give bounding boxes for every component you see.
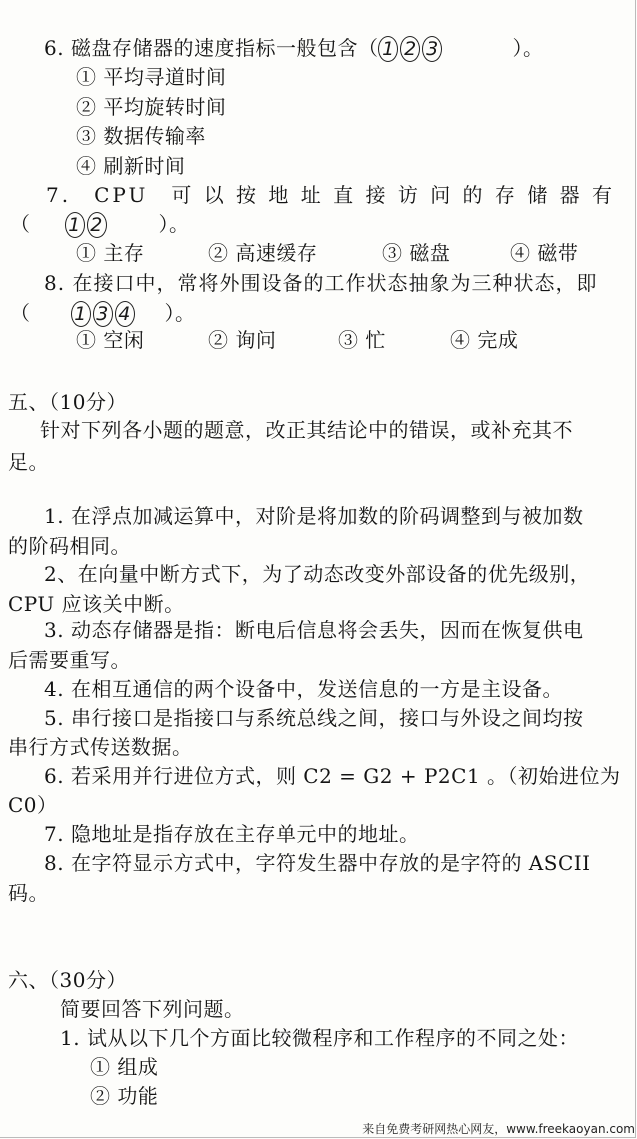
q8-option-4: ④ 完成	[450, 328, 519, 352]
q6-answer-3: 3	[422, 36, 442, 62]
s6-q1: 1. 试从以下几个方面比较微程序和工作程序的不同之处：	[60, 1026, 579, 1050]
q6-option-4: ④ 刷新时间	[76, 154, 186, 178]
q6-answer-2: 2	[400, 36, 420, 62]
s5-item6-line2: C0）	[8, 793, 58, 817]
q8-answer-3: 3	[93, 301, 113, 327]
s6-q1-option-2: ② 功能	[90, 1084, 159, 1108]
q7-option-1: ① 主存	[76, 241, 145, 265]
q7-option-3: ③ 磁盘	[382, 241, 451, 265]
q8-answer-1: 1	[71, 301, 91, 327]
q7-option-4: ④ 磁带	[510, 241, 579, 265]
q6-option-3: ③ 数据传输率	[76, 124, 206, 148]
q6-stem	[44, 35, 543, 62]
section6-heading: 六、（30分）	[8, 968, 127, 992]
q7-answer-2: 2	[87, 212, 107, 238]
s5-item5-line1: 5. 串行接口是指接口与系统总线之间，接口与外设之间均按	[44, 706, 584, 730]
q7-stem: 7. CPU 可 以 按 地 址 直 接 访 问 的 存 储 器 有	[46, 183, 615, 207]
q8-open-paren: （	[10, 301, 31, 325]
q8-option-2: ② 询问	[208, 328, 277, 352]
source-footer: 来自免费考研网热心网友，www.freekaoyan.com	[362, 1122, 635, 1136]
section5-intro-line1: 针对下列各小题的题意，改正其结论中的错误，或补充其不	[40, 418, 573, 442]
q7-handwritten-answers	[65, 214, 109, 236]
s5-item8-line2: 码。	[8, 881, 49, 905]
s6-q1-option-1: ① 组成	[90, 1055, 159, 1079]
s5-item7-line1: 7. 隐地址是指存放在主存单元中的地址。	[44, 822, 420, 846]
s5-item8-line1: 8. 在字符显示方式中，字符发生器中存放的是字符的 ASCII	[44, 851, 591, 875]
s5-item4-line1: 4. 在相互通信的两个设备中，发送信息的一方是主设备。	[44, 677, 563, 701]
s5-item1-line1: 1. 在浮点加减运算中，对阶是将加数的阶码调整到与被加数	[44, 504, 584, 528]
section5-intro-line2: 足。	[8, 450, 49, 474]
s5-item2-line2: CPU 应该关中断。	[8, 592, 185, 616]
q7-open-paren: （	[10, 212, 31, 236]
s5-item1-line2: 的阶码相同。	[8, 534, 131, 558]
q6-handwritten-answers	[378, 38, 444, 60]
s5-item2-line1: 2、在向量中断方式下，为了动态改变外部设备的优先级别，	[44, 562, 591, 586]
q8-option-3: ③ 忙	[338, 328, 386, 352]
section5-heading: 五、（10分）	[8, 390, 127, 414]
q6-answer-1: 1	[378, 36, 398, 62]
q8-answer-line	[10, 300, 196, 327]
q6-close: ）。	[512, 36, 544, 60]
q8-stem: 8. 在接口中，常将外围设备的工作状态抽象为三种状态，即	[44, 271, 598, 295]
q8-close: ）。	[164, 301, 196, 325]
q7-close: ）。	[158, 212, 190, 236]
q6-option-1: ① 平均寻道时间	[76, 65, 227, 89]
q8-option-1: ① 空闲	[76, 328, 145, 352]
s5-item3-line1: 3. 动态存储器是指：断电后信息将会丢失，因而在恢复供电	[44, 618, 584, 642]
q7-option-2: ② 高速缓存	[208, 241, 318, 265]
s5-item6-line1: 6. 若采用并行进位方式，则 C2 = G2 + P2C1 。（初始进位为	[44, 764, 621, 788]
q8-answer-4: 4	[115, 301, 135, 327]
s5-item3-line2: 后需要重写。	[8, 648, 131, 672]
q6-option-2: ② 平均旋转时间	[76, 95, 227, 119]
section6-intro: 简要回答下列问题。	[60, 997, 245, 1021]
s5-item5-line2: 串行方式传送数据。	[8, 735, 193, 759]
q7-answer-1: 1	[65, 212, 85, 238]
q8-handwritten-answers	[71, 303, 137, 325]
q6-stem-text: 6. 磁盘存储器的速度指标一般包含（	[44, 36, 379, 60]
q7-answer-line	[10, 211, 190, 238]
